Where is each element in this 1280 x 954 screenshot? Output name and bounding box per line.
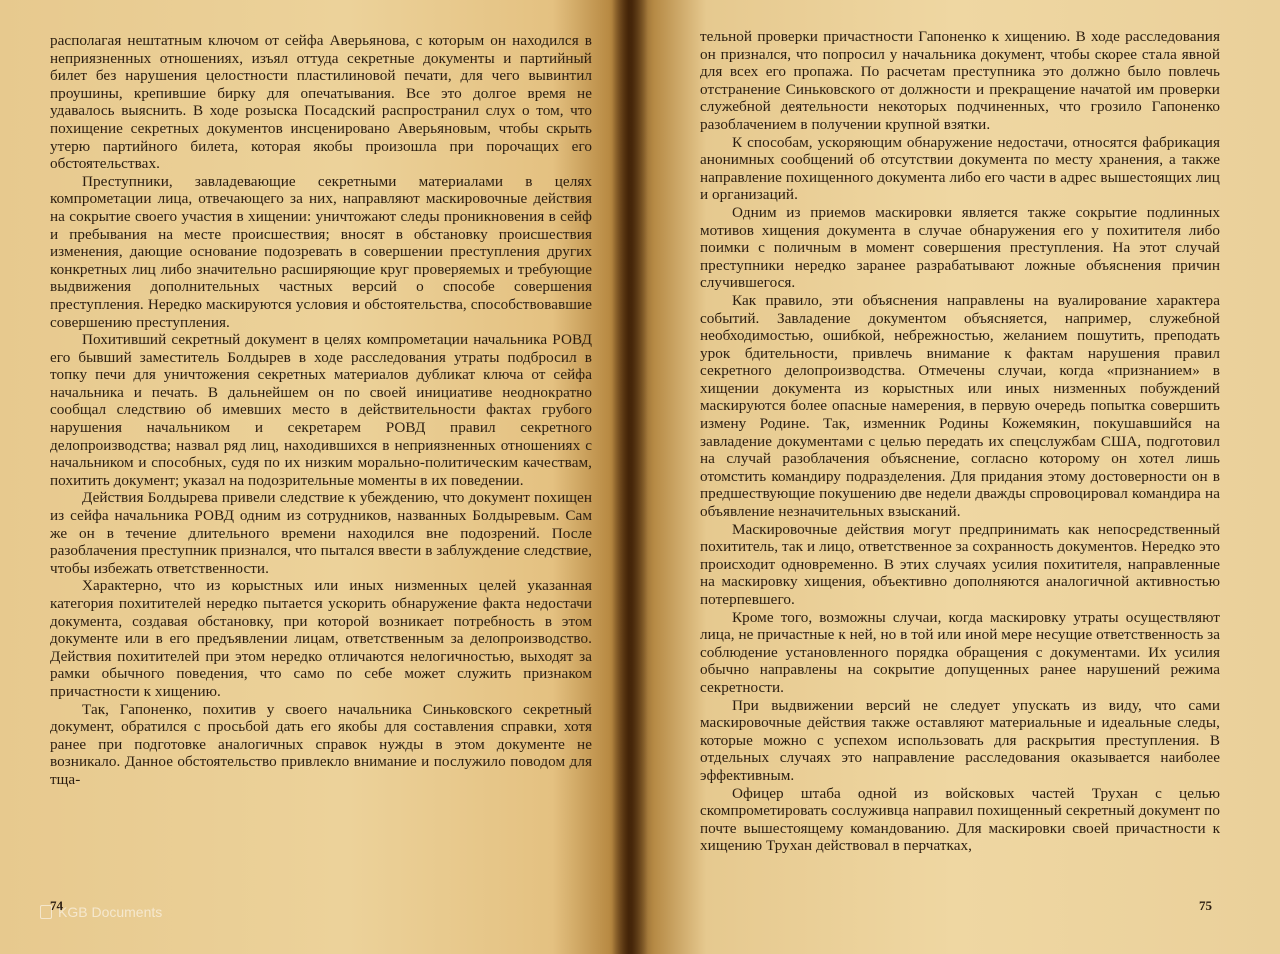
document-logo-icon bbox=[40, 905, 52, 919]
right-page bbox=[628, 0, 1280, 954]
left-paragraph-5: Характерно, что из корыстных или иных низменных целей указанная категория похитителей нередко пытается ускорить обнаружение факта недостачи документа, создавая обстановку, при которой возникает потребность в этом документе или в его предъявлении лицам, ответственным за делопроизводство. Действия похитителей при этом нередко отличаются нелогичностью, выходят за рамки обычного поведения, что само по себе может служить признаком причастности к хищению. bbox=[50, 577, 592, 700]
left-paragraph-3: Похитивший секретный документ в целях компрометации начальника РОВД его бывший заместитель Болдырев в ходе расследования утраты подбросил в топку печи для уничтожения секретных материалов дубликат ключа от сейфа начальника и печать. В дальнейшем он по своей инициативе неоднократно сообщал следствию об имевших место в действительности фактах грубого нарушения начальником и секретарем РОВД правил секретного делопроизводства; назвал ряд лиц, находившихся в неприязненных отношениях с начальником и способных, судя по их низким морально-политическим качествам, похитить документ; указал на подозрительные моменты в их поведении. bbox=[50, 331, 592, 489]
right-paragraph-5: Маскировочные действия могут предпринимать как непосредственный похититель, так и лицо, ответственное за сохранность документов. Нередко это происходит одновременно. В этих случаях усилия похитителя, направленные на маскировку хищения, объективно дополняются аналогичной активностью потерпевшего. bbox=[700, 520, 1220, 608]
right-page-number: 75 bbox=[1199, 898, 1212, 913]
left-page bbox=[0, 0, 628, 954]
left-paragraph-6: Так, Гапоненко, похитив у своего начальника Синьковского секретный документ, обратился с просьбой дать его якобы для составления справки, хотя ранее при подготовке аналогичных справок нужды в этом документе не возникало. Данное обстоятельство привлекло внимание и послужило поводом для тща- bbox=[50, 700, 592, 788]
right-paragraph-3: Одним из приемов маскировки является также сокрытие подлинных мотивов хищения документа в случае обнаружения его у похитителя либо поимки с поличным в момент совершения преступления. На этот случай преступники нередко заранее разрабатывают ложные объяснения причин случившегося. bbox=[700, 203, 1220, 292]
right-paragraph-7: При выдвижении версий не следует упускать из виду, что сами маскировочные действия также оставляют материальные и идеальные следы, которые можно с успехом использовать для раскрытия преступления. В отдельных случаях это направление расследования оказывается наиболее эффективным. bbox=[700, 696, 1220, 784]
right-paragraph-6: Кроме того, возможны случаи, когда маскировку утраты осуществляют лица, не причастные к ней, но в той или иной мере несущие ответственность за соблюдение установленного порядка обращения с документами. Их усилия обычно направлены на сокрытие допущенных ранее нарушений режима секретности. bbox=[700, 608, 1220, 696]
left-page-number: 74 bbox=[50, 898, 63, 913]
watermark bbox=[40, 904, 162, 920]
right-paragraph-8: Офицер штаба одной из войсковых частей Трухан с целью скомпрометировать сослуживца направил похищенный секретный документ по почте вышестоящему командованию. Для маскировки своей причастности к хищению Трухан действовал в перчатках, bbox=[700, 784, 1220, 855]
right-paragraph-1: тельной проверки причастности Гапоненко к хищению. В ходе расследования он признался, что попросил у начальника документ, чтобы скорее стала явной для всех его пропажа. По расчетам преступника это должно было повлечь отстранение Синьковского от должности и прекращение начатой им проверки служебной деятельности некоторых подчиненных, что грозило Гапоненко разоблачением в получении крупной взятки. bbox=[700, 28, 1220, 133]
right-paragraph-2: К способам, ускоряющим обнаружение недостачи, относятся фабрикация анонимных сообщений об отсутствии документа по месту хранения, а также направление похищенного документа либо его части в адрес вышестоящих лиц и организаций. bbox=[700, 133, 1220, 204]
left-paragraph-4: Действия Болдырева привели следствие к убеждению, что документ похищен из сейфа начальника РОВД одним из сотрудников, названных Болдыревым. Сам же он в течение длительного времени находился вне подозрений. После разоблачения преступник признался, что пытался ввести в заблуждение следствие, чтобы избежать ответственности. bbox=[50, 489, 592, 577]
left-paragraph-1: располагая нештатным ключом от сейфа Аверьянова, с которым он находился в неприязненных отношениях, изъял оттуда секретные документы и партийный билет без нарушения целостности пластилиновой печати, для чего вывинтил проушины, крепившие бирку для опечатывания. Все это долгое время не удавалось выяснить. В ходе розыска Посадский распространил слух о том, что похищение секретных документов инсценировано Аверьяновым, чтобы скрыть утерю партийного билета, которая якобы произошла при порочащих его обстоятельствах. bbox=[50, 32, 592, 173]
watermark-text: KGB Documents bbox=[58, 904, 163, 920]
left-paragraph-2: Преступники, завладевающие секретными материалами в целях компрометации лица, отвечающего за них, направляют маскировочные действия на сокрытие своего участия в хищении: уничтожают следы проникновения в сейф и пребывания на месте происшествия; вносят в обстановку происшествия изменения, дающие основание подозревать в совершении преступления других конкретных лиц либо значительно расширяющие круг проверяемых и требующие выдвижения дополнительных частных версий о способе совершения преступления. Нередко маскируются условия и обстоятельства, способствовавшие совершению преступления. bbox=[50, 172, 592, 331]
right-paragraph-4: Как правило, эти объяснения направлены на вуалирование характера событий. Завладение документом объясняется, например, служебной необходимостью, ошибкой, небрежностью, желанием пошутить, преподать урок бдительности, привлечь внимание к фактам нарушения правил секретного делопроизводства. Отмечены случаи, когда «признанием» в хищении документа из корыстных или иных низменных побуждений маскируются более опасные намерения, в первую очередь попытка совершить измену Родине. Так, изменник Родины Кожемякин, покушавшийся на завладение документами с целью передать их спецслужбам США, подготовил на случай разоблачения объяснение, согласно которому он хотел лишь отомстить командиру подразделения. Для придания этому достоверности он в предшествующие покушению две недели дважды спровоцировал командира на объявление незначительных взысканий. bbox=[700, 291, 1220, 521]
